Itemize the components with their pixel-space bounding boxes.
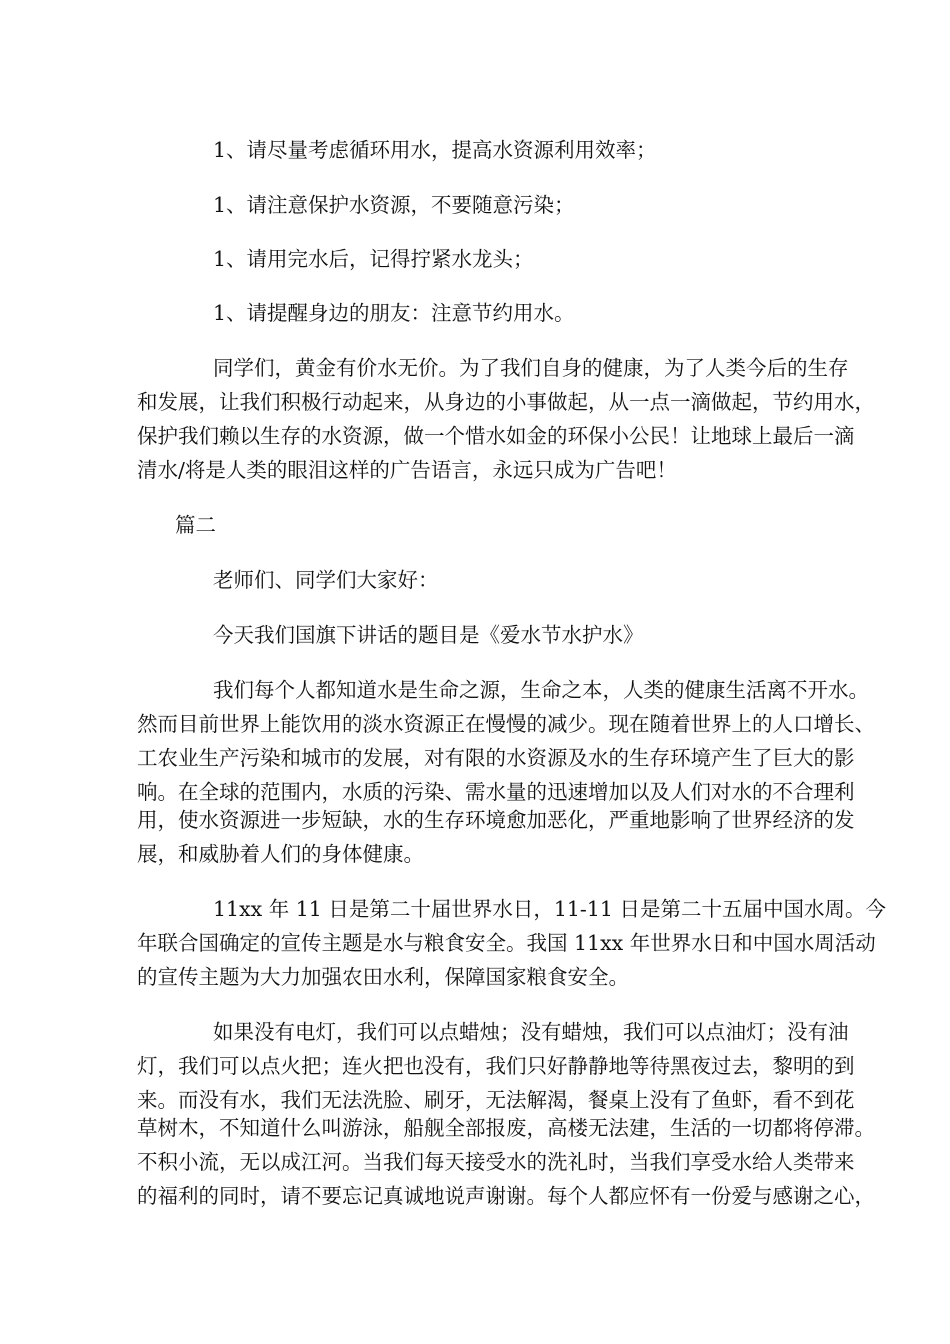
paragraph-line: 响。在全球的范围内，水质的污染、需水量的迅速增加以及人们对水的不合理利 xyxy=(137,780,855,804)
paragraph-line: 来。而没有水，我们无法洗脸、刷牙，无法解渴，餐桌上没有了鱼虾，看不到花 xyxy=(137,1088,855,1112)
paragraph-line: 工农业生产污染和城市的发展，对有限的水资源及水的生存环境产生了巨大的影 xyxy=(137,746,855,770)
list-item: 1、请尽量考虑循环用水，提高水资源利用效率； xyxy=(213,138,657,162)
paragraph-line: 然而目前世界上能饮用的淡水资源正在慢慢的减少。现在随着世界上的人口增长、 xyxy=(137,712,875,736)
list-item: 1、请注意保护水资源，不要随意污染； xyxy=(213,193,575,217)
paragraph-line: 年联合国确定的宣传主题是水与粮食安全。我国 11xx 年世界水日和中国水周活动 xyxy=(137,931,876,955)
paragraph-line: 草树木，不知道什么叫游泳，船舰全部报废，高楼无法建，生活的一切都将停滞。 xyxy=(137,1116,875,1140)
paragraph-line: 我们每个人都知道水是生命之源，生命之本，人类的健康生活离不开水。 xyxy=(213,678,869,702)
paragraph-line: 展，和威胁着人们的身体健康。 xyxy=(137,842,424,866)
paragraph-line: 的福利的同时，请不要忘记真诚地说声谢谢。每个人都应怀有一份爱与感谢之心， xyxy=(137,1184,875,1208)
closing-paragraph-line: 和发展，让我们积极行动起来，从身边的小事做起，从一点一滴做起，节约用水， xyxy=(137,390,875,414)
closing-paragraph-line: 保护我们赖以生存的水资源，做一个惜水如金的环保小公民！让地球上最后一滴 xyxy=(137,424,855,448)
list-item: 1、请用完水后，记得拧紧水龙头； xyxy=(213,247,534,271)
list-item: 1、请提醒身边的朋友：注意节约用水。 xyxy=(213,301,575,325)
closing-paragraph-line: 清水/将是人类的眼泪这样的广告语言，永远只成为广告吧！ xyxy=(137,458,677,482)
paragraph-line: 如果没有电灯，我们可以点蜡烛；没有蜡烛，我们可以点油灯；没有油 xyxy=(213,1020,849,1044)
paragraph-line: 的宣传主题为大力加强农田水利，保障国家粮食安全。 xyxy=(137,965,629,989)
speech-topic: 今天我们国旗下讲话的题目是《爱水节水护水》 xyxy=(213,623,644,647)
paragraph-line: 不积小流，无以成江河。当我们每天接受水的洗礼时，当我们享受水给人类带来 xyxy=(137,1150,855,1174)
closing-paragraph-line: 同学们，黄金有价水无价。为了我们自身的健康，为了人类今后的生存 xyxy=(213,356,849,380)
section-heading: 篇二 xyxy=(175,513,216,537)
paragraph-line: 11xx 年 11 日是第二十届世界水日，11-11 日是第二十五届中国水周。今 xyxy=(213,897,886,921)
greeting: 老师们、同学们大家好： xyxy=(213,568,439,592)
paragraph-line: 用，使水资源进一步短缺，水的生存环境愈加恶化，严重地影响了世界经济的发 xyxy=(137,808,855,832)
paragraph-line: 灯，我们可以点火把；连火把也没有，我们只好静静地等待黑夜过去，黎明的到 xyxy=(137,1054,855,1078)
